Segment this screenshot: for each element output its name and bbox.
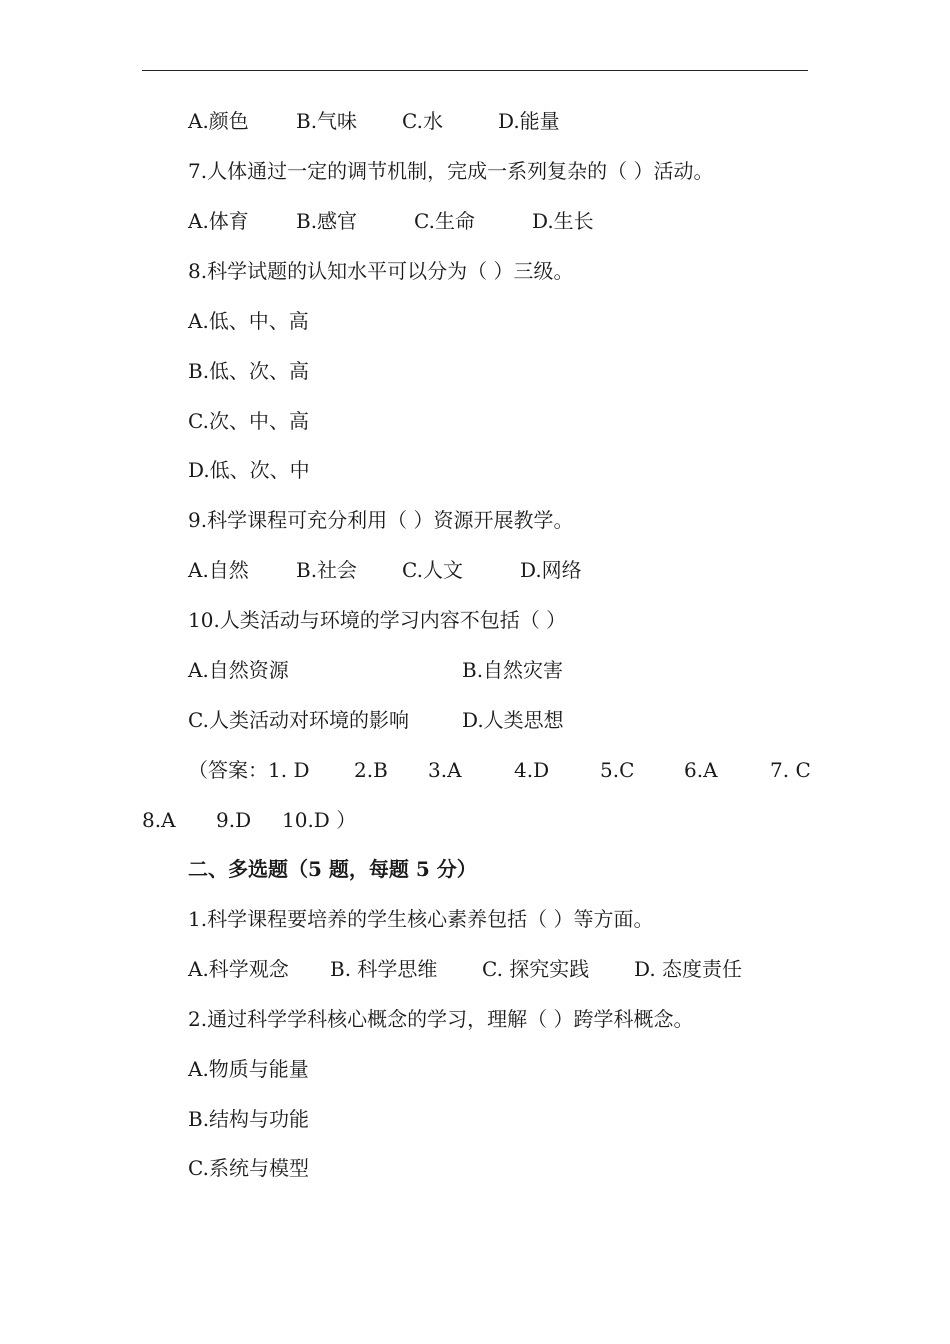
s2-q2-option-c: C.系统与模型 — [188, 1156, 309, 1180]
s2-q1-option-d: D. 态度责任 — [634, 957, 743, 981]
q8-stem: 8.科学试题的认知水平可以分为（ ）三级。 — [188, 259, 574, 283]
q9-option-c: C.人文 — [402, 558, 463, 582]
q10-option-d: D.人类思想 — [462, 708, 564, 732]
answer-7: 7. C — [770, 758, 811, 782]
q6-option-b: B.气味 — [296, 109, 358, 133]
answer-8: 8.A — [142, 808, 176, 832]
q8-option-c: C.次、中、高 — [188, 409, 309, 433]
q10-stem: 10.人类活动与环境的学习内容不包括（ ） — [188, 608, 567, 632]
answer-4: 4.D — [514, 758, 550, 782]
header-rule — [142, 70, 808, 71]
answer-10: 10.D ） — [282, 808, 357, 832]
q7-option-a: A.体育 — [188, 209, 249, 233]
s2-q1-stem: 1.科学课程要培养的学生核心素养包括（ ）等方面。 — [188, 907, 654, 931]
q7-option-c: C.生命 — [414, 209, 475, 233]
s2-q2-stem: 2.通过科学学科核心概念的学习，理解（ ）跨学科概念。 — [188, 1007, 694, 1031]
s2-q2-option-a: A.物质与能量 — [188, 1057, 309, 1081]
q6-option-c: C.水 — [402, 109, 443, 133]
q8-option-d: D.低、次、中 — [188, 458, 310, 482]
s2-q1-option-a: A.科学观念 — [188, 957, 289, 981]
answer-3: 3.A — [428, 758, 462, 782]
s2-q2-option-b: B.结构与功能 — [188, 1107, 310, 1131]
q6-option-d: D.能量 — [498, 109, 560, 133]
q10-option-b: B.自然灾害 — [462, 658, 564, 682]
q9-option-a: A.自然 — [188, 558, 249, 582]
answer-5: 5.C — [600, 758, 635, 782]
q10-option-c: C.人类活动对环境的影响 — [188, 708, 409, 732]
q7-stem: 7.人体通过一定的调节机制，完成一系列复杂的（ ）活动。 — [188, 159, 714, 183]
q8-option-a: A.低、中、高 — [188, 309, 309, 333]
q10-option-a: A.自然资源 — [188, 658, 289, 682]
q9-option-b: B.社会 — [296, 558, 358, 582]
q9-option-d: D.网络 — [520, 558, 582, 582]
s2-q1-option-b: B. 科学思维 — [330, 957, 438, 981]
q7-option-d: D.生长 — [532, 209, 594, 233]
q7-option-b: B.感官 — [296, 209, 358, 233]
q9-stem: 9.科学课程可充分利用（ ）资源开展教学。 — [188, 508, 574, 532]
s2-q1-option-c: C. 探究实践 — [482, 957, 590, 981]
answer-2: 2.B — [354, 758, 388, 782]
answer-1: （答案：1. D — [188, 758, 310, 782]
answer-9: 9.D — [216, 808, 252, 832]
q6-option-a: A.颜色 — [188, 109, 249, 133]
section2-title: 二、多选题（5 题，每题 5 分） — [188, 857, 477, 881]
q8-option-b: B.低、次、高 — [188, 359, 310, 383]
answer-6: 6.A — [684, 758, 718, 782]
